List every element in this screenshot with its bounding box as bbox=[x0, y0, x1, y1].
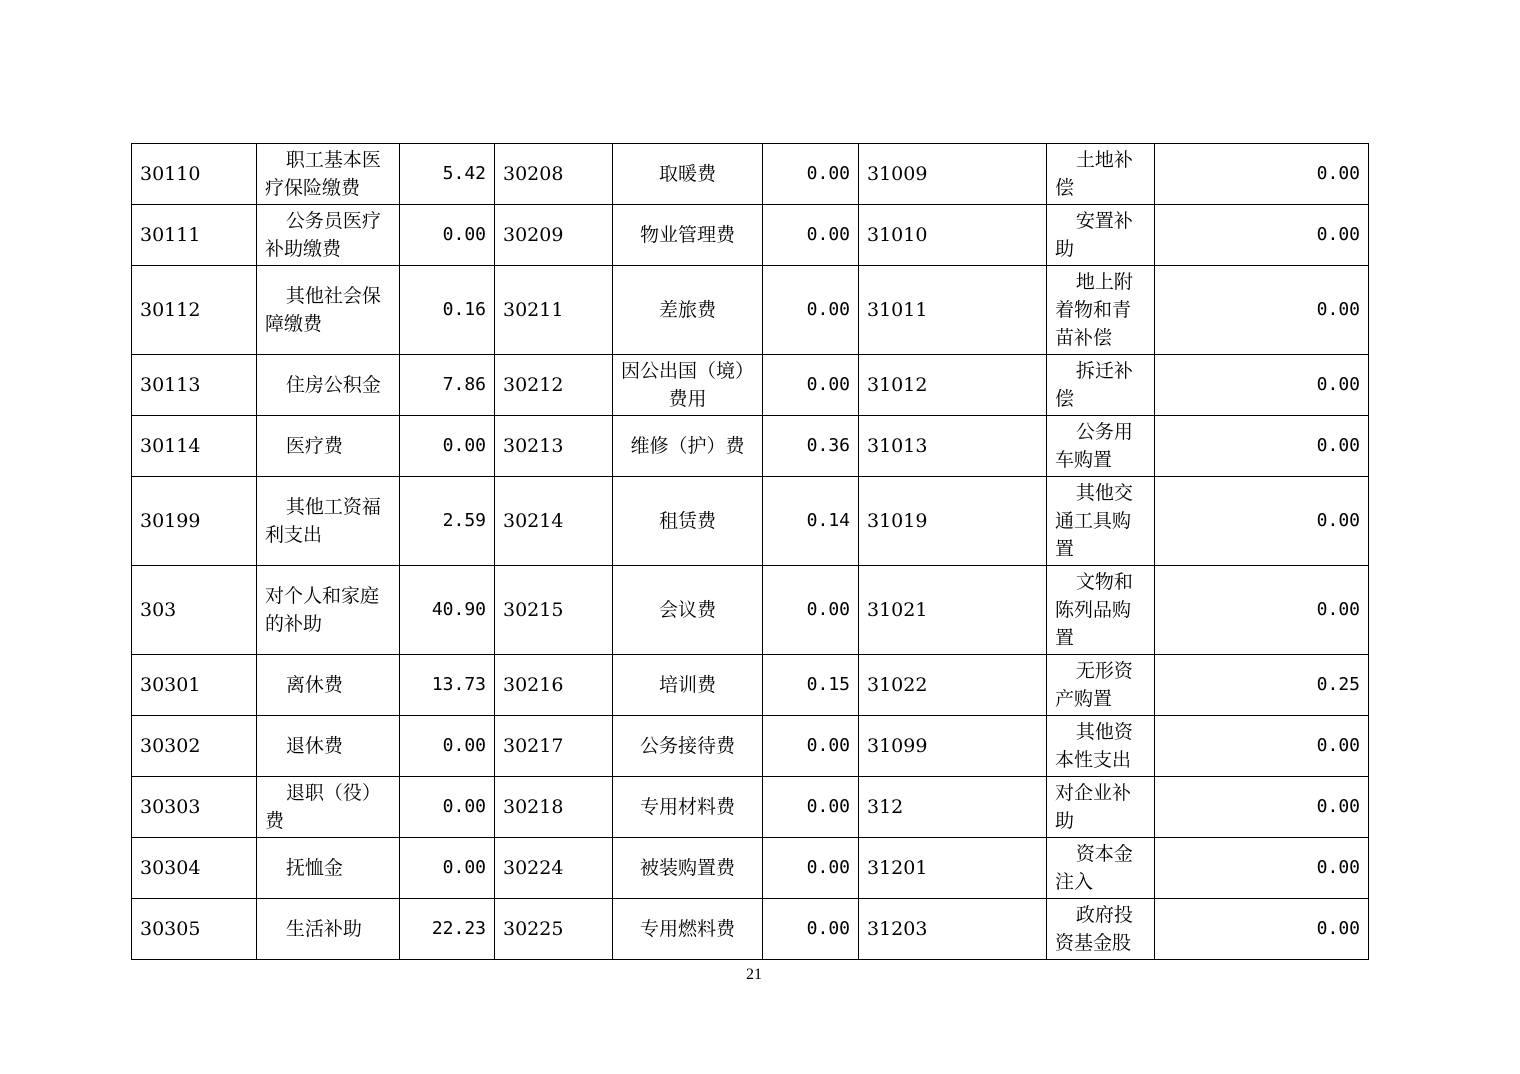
code-cell: 30304 bbox=[132, 838, 257, 899]
item-name-cell: 退职（役）费 bbox=[257, 777, 400, 838]
code-cell: 312 bbox=[859, 777, 1047, 838]
amount-cell: 0.25 bbox=[1155, 655, 1369, 716]
table-row bbox=[132, 655, 1369, 716]
amount-cell: 0.36 bbox=[763, 416, 859, 477]
item-name-cell: 其他资本性支出 bbox=[1047, 716, 1155, 777]
code-cell: 31021 bbox=[859, 566, 1047, 655]
amount-cell: 0.14 bbox=[763, 477, 859, 566]
code-cell: 31019 bbox=[859, 477, 1047, 566]
item-name-cell: 公务员医疗补助缴费 bbox=[257, 205, 400, 266]
amount-cell: 0.00 bbox=[1155, 266, 1369, 355]
item-name-cell: 生活补助 bbox=[257, 899, 400, 960]
amount-cell: 0.00 bbox=[1155, 899, 1369, 960]
amount-cell: 0.00 bbox=[763, 716, 859, 777]
expenditure-table bbox=[131, 143, 1369, 960]
item-name-cell: 无形资产购置 bbox=[1047, 655, 1155, 716]
item-name-cell: 取暖费 bbox=[613, 144, 763, 205]
amount-cell: 0.00 bbox=[1155, 416, 1369, 477]
code-cell: 31201 bbox=[859, 838, 1047, 899]
amount-cell: 0.00 bbox=[763, 144, 859, 205]
item-name-cell: 租赁费 bbox=[613, 477, 763, 566]
amount-cell: 0.00 bbox=[400, 416, 495, 477]
amount-cell: 40.90 bbox=[400, 566, 495, 655]
code-cell: 30225 bbox=[495, 899, 613, 960]
amount-cell: 0.15 bbox=[763, 655, 859, 716]
table-row bbox=[132, 777, 1369, 838]
code-cell: 30216 bbox=[495, 655, 613, 716]
item-name-cell: 维修（护）费 bbox=[613, 416, 763, 477]
code-cell: 31011 bbox=[859, 266, 1047, 355]
amount-cell: 2.59 bbox=[400, 477, 495, 566]
table-row bbox=[132, 899, 1369, 960]
table-row bbox=[132, 416, 1369, 477]
code-cell: 30211 bbox=[495, 266, 613, 355]
item-name-cell: 退休费 bbox=[257, 716, 400, 777]
item-name-cell: 职工基本医疗保险缴费 bbox=[257, 144, 400, 205]
item-name-cell: 专用材料费 bbox=[613, 777, 763, 838]
table-row bbox=[132, 205, 1369, 266]
code-cell: 30301 bbox=[132, 655, 257, 716]
amount-cell: 0.00 bbox=[1155, 355, 1369, 416]
code-cell: 31009 bbox=[859, 144, 1047, 205]
code-cell: 30224 bbox=[495, 838, 613, 899]
item-name-cell: 政府投资基金股 bbox=[1047, 899, 1155, 960]
table-row bbox=[132, 477, 1369, 566]
amount-cell: 0.00 bbox=[1155, 716, 1369, 777]
table-row bbox=[132, 355, 1369, 416]
item-name-cell: 被装购置费 bbox=[613, 838, 763, 899]
amount-cell: 0.00 bbox=[763, 777, 859, 838]
table-row bbox=[132, 144, 1369, 205]
code-cell: 30214 bbox=[495, 477, 613, 566]
amount-cell: 22.23 bbox=[400, 899, 495, 960]
table-row bbox=[132, 716, 1369, 777]
item-name-cell: 会议费 bbox=[613, 566, 763, 655]
item-name-cell: 其他社会保障缴费 bbox=[257, 266, 400, 355]
item-name-cell: 公务接待费 bbox=[613, 716, 763, 777]
item-name-cell: 地上附着物和青苗补偿 bbox=[1047, 266, 1155, 355]
code-cell: 30114 bbox=[132, 416, 257, 477]
code-cell: 30110 bbox=[132, 144, 257, 205]
amount-cell: 0.00 bbox=[1155, 477, 1369, 566]
code-cell: 30302 bbox=[132, 716, 257, 777]
amount-cell: 0.00 bbox=[1155, 205, 1369, 266]
code-cell: 30213 bbox=[495, 416, 613, 477]
code-cell: 30113 bbox=[132, 355, 257, 416]
code-cell: 30212 bbox=[495, 355, 613, 416]
item-name-cell: 文物和陈列品购置 bbox=[1047, 566, 1155, 655]
item-name-cell: 培训费 bbox=[613, 655, 763, 716]
amount-cell: 0.00 bbox=[1155, 838, 1369, 899]
item-name-cell: 物业管理费 bbox=[613, 205, 763, 266]
code-cell: 303 bbox=[132, 566, 257, 655]
amount-cell: 13.73 bbox=[400, 655, 495, 716]
code-cell: 30112 bbox=[132, 266, 257, 355]
amount-cell: 0.00 bbox=[763, 566, 859, 655]
amount-cell: 0.00 bbox=[1155, 566, 1369, 655]
table-row bbox=[132, 838, 1369, 899]
code-cell: 31203 bbox=[859, 899, 1047, 960]
item-name-cell: 医疗费 bbox=[257, 416, 400, 477]
item-name-cell: 专用燃料费 bbox=[613, 899, 763, 960]
table-row bbox=[132, 266, 1369, 355]
item-name-cell: 资本金注入 bbox=[1047, 838, 1155, 899]
code-cell: 30305 bbox=[132, 899, 257, 960]
amount-cell: 0.00 bbox=[763, 838, 859, 899]
code-cell: 30208 bbox=[495, 144, 613, 205]
amount-cell: 0.00 bbox=[400, 777, 495, 838]
code-cell: 31012 bbox=[859, 355, 1047, 416]
item-name-cell: 其他工资福利支出 bbox=[257, 477, 400, 566]
code-cell: 30111 bbox=[132, 205, 257, 266]
item-name-cell: 对个人和家庭的补助 bbox=[257, 566, 400, 655]
amount-cell: 0.16 bbox=[400, 266, 495, 355]
code-cell: 31010 bbox=[859, 205, 1047, 266]
amount-cell: 0.00 bbox=[763, 899, 859, 960]
amount-cell: 7.86 bbox=[400, 355, 495, 416]
item-name-cell: 对企业补助 bbox=[1047, 777, 1155, 838]
item-name-cell: 拆迁补偿 bbox=[1047, 355, 1155, 416]
item-name-cell: 离休费 bbox=[257, 655, 400, 716]
amount-cell: 0.00 bbox=[400, 205, 495, 266]
amount-cell: 0.00 bbox=[400, 838, 495, 899]
item-name-cell: 土地补偿 bbox=[1047, 144, 1155, 205]
item-name-cell: 安置补助 bbox=[1047, 205, 1155, 266]
item-name-cell: 因公出国（境）费用 bbox=[613, 355, 763, 416]
code-cell: 30217 bbox=[495, 716, 613, 777]
code-cell: 30209 bbox=[495, 205, 613, 266]
item-name-cell: 差旅费 bbox=[613, 266, 763, 355]
page-number: 21 bbox=[746, 966, 762, 983]
code-cell: 30303 bbox=[132, 777, 257, 838]
table-row bbox=[132, 566, 1369, 655]
item-name-cell: 其他交通工具购置 bbox=[1047, 477, 1155, 566]
code-cell: 31099 bbox=[859, 716, 1047, 777]
amount-cell: 0.00 bbox=[400, 716, 495, 777]
amount-cell: 0.00 bbox=[1155, 777, 1369, 838]
code-cell: 30199 bbox=[132, 477, 257, 566]
item-name-cell: 抚恤金 bbox=[257, 838, 400, 899]
code-cell: 31022 bbox=[859, 655, 1047, 716]
amount-cell: 0.00 bbox=[763, 266, 859, 355]
amount-cell: 0.00 bbox=[1155, 144, 1369, 205]
code-cell: 30218 bbox=[495, 777, 613, 838]
item-name-cell: 住房公积金 bbox=[257, 355, 400, 416]
amount-cell: 0.00 bbox=[763, 205, 859, 266]
code-cell: 31013 bbox=[859, 416, 1047, 477]
code-cell: 30215 bbox=[495, 566, 613, 655]
amount-cell: 5.42 bbox=[400, 144, 495, 205]
item-name-cell: 公务用车购置 bbox=[1047, 416, 1155, 477]
amount-cell: 0.00 bbox=[763, 355, 859, 416]
